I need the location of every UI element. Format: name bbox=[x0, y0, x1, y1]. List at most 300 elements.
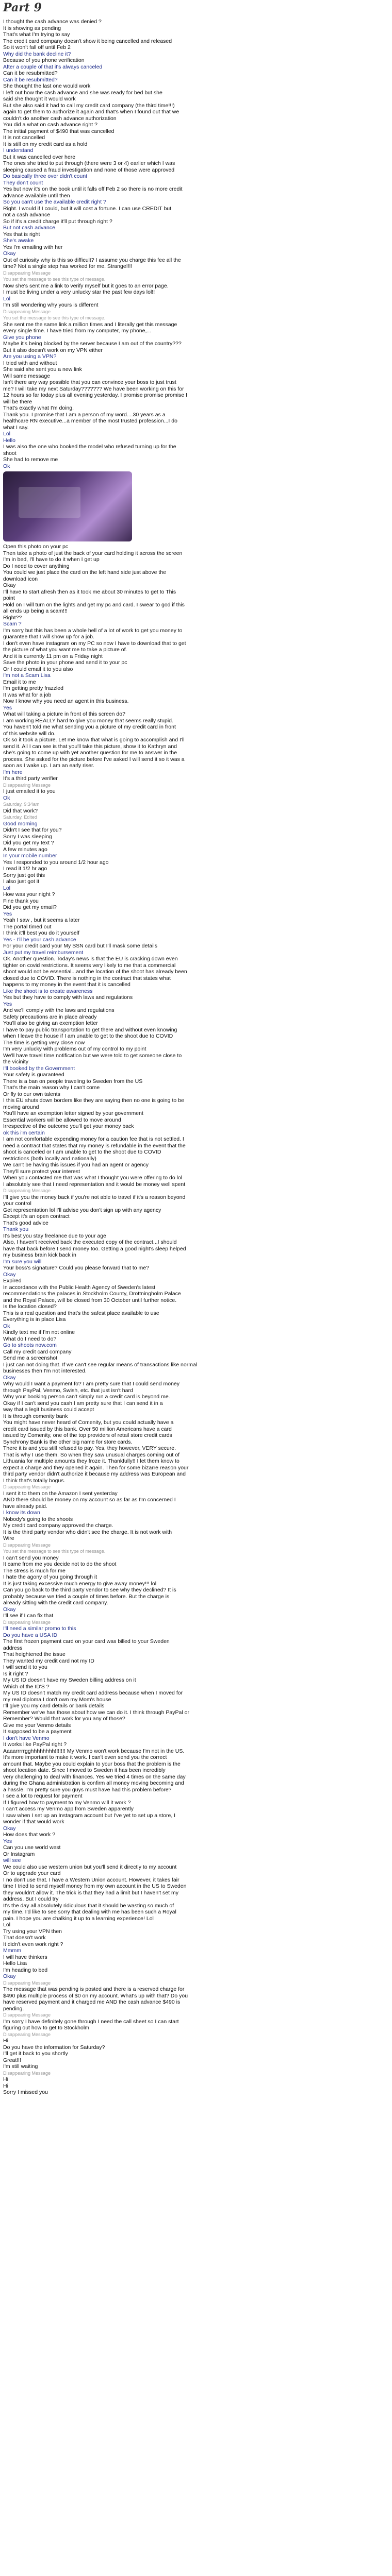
message-incoming: That's exactly what I'm doing. bbox=[3, 405, 74, 411]
message-outgoing: Do basically three over didn't count bbox=[3, 173, 88, 179]
system-note: You set the message to see this type of message. bbox=[3, 315, 106, 320]
message-incoming: How does that work ? bbox=[3, 1832, 55, 1838]
message-outgoing: Ok bbox=[3, 1323, 10, 1329]
message-incoming: Open this photo on your pc bbox=[3, 544, 69, 550]
message-outgoing: will see bbox=[3, 1857, 21, 1863]
message-incoming: It was what for a job bbox=[3, 691, 52, 698]
message-incoming: I think that's totally bogus. bbox=[3, 1477, 66, 1484]
message-incoming: But it also doesn't work on my VPN either bbox=[3, 347, 103, 353]
message-outgoing: Yes bbox=[3, 704, 12, 711]
message-incoming: Get representation lol I'll advise you don't sign up with any agency bbox=[3, 1207, 161, 1213]
message-incoming: Safety precautions are in place already bbox=[3, 1013, 97, 1020]
message-incoming: For your credit card your My SSN card but I'll mask some details bbox=[3, 943, 158, 949]
message-incoming: Then take a photo of just the back of your card holding it across the screen bbox=[3, 550, 183, 556]
message-incoming: tighter on covid restrictions. It seems very likely to me that a commercial bbox=[3, 962, 176, 969]
message-incoming: Your boss's signature? Could you please forward that to me? bbox=[3, 1265, 149, 1271]
message-incoming: Right. I would if I could, but it will cost a fortune. I can use CREDIT but bbox=[3, 205, 172, 212]
message-incoming: I will send it to you bbox=[3, 1664, 47, 1670]
message-incoming: Remember we've has those about how we can do it. I think through PayPal or bbox=[3, 1709, 189, 1716]
message-incoming: Okay if I can't send you cash I am pretty sure that I can send it in a bbox=[3, 1400, 163, 1406]
system-note: Disappearing Message bbox=[3, 1188, 51, 1193]
message-outgoing: Give you phone bbox=[3, 334, 41, 341]
message-incoming: You might have never heard of Comenity, but you could actually have a bbox=[3, 1419, 174, 1426]
message-incoming: The credit card company doesn't show it being cancelled and released bbox=[3, 38, 172, 44]
message-incoming: Send me a screenshot bbox=[3, 1355, 58, 1361]
message-incoming: sleeping caused a fraud investigation and none of those were approved bbox=[3, 166, 175, 173]
message-incoming: Out of curiosity why is this so difficult? I assume you charge this fee all the bbox=[3, 257, 181, 263]
message-incoming: I'll give you the money back if you're not able to travel if it's a reason beyond bbox=[3, 1194, 186, 1200]
message-outgoing: Mmmm bbox=[3, 1947, 21, 1954]
message-incoming: I absolutely see that I need representation and it would be money well spent bbox=[3, 1181, 186, 1188]
message-incoming: I tried with and without bbox=[3, 360, 57, 366]
message-incoming: Email it to me bbox=[3, 679, 36, 685]
message-incoming: I'm sorry but this has been a whole hell of a lot of work to get you money to bbox=[3, 627, 183, 634]
system-note: Disappearing Message bbox=[3, 1980, 51, 1986]
system-note: You set the message to see this type of message. bbox=[3, 277, 106, 282]
message-incoming: not a cash advance bbox=[3, 212, 51, 218]
message-incoming: Sorry just got this bbox=[3, 872, 45, 878]
message-incoming: Did you get my email? bbox=[3, 904, 57, 910]
message-outgoing: Like the shoot is to create awareness bbox=[3, 988, 93, 994]
message-incoming: The stress is much for me bbox=[3, 1567, 66, 1574]
message-incoming: I'll give you my card details or bank details bbox=[3, 1703, 105, 1709]
message-incoming: again to get them to authorize it again and that's when I found out that we bbox=[3, 109, 179, 115]
message-incoming: Ok so it took a picture. Let me know that what is going to accomplish and I'll bbox=[3, 737, 185, 743]
message-incoming: When you contacted me that was what I thought you were offering to do lol bbox=[3, 1175, 183, 1181]
message-incoming: moving around bbox=[3, 1104, 39, 1110]
message-incoming: The portal timed out bbox=[3, 923, 52, 930]
message-incoming: They wanted my credit card not my ID bbox=[3, 1657, 94, 1664]
message-incoming: I must be living under a very unlucky star the past few days lol!! bbox=[3, 289, 155, 295]
message-incoming: Your safety is guaranteed bbox=[3, 1072, 64, 1078]
message-outgoing: I don't have Venmo bbox=[3, 1735, 50, 1741]
message-outgoing: Can it be resubmitted? bbox=[3, 76, 58, 83]
message-outgoing: Okay bbox=[3, 1825, 16, 1832]
message-incoming: said she thought it would work bbox=[3, 96, 76, 102]
message-incoming: What will taking a picture in front of this screen do? bbox=[3, 711, 125, 717]
message-incoming: Is it right ? bbox=[3, 1670, 28, 1677]
message-outgoing: Lol bbox=[3, 295, 11, 302]
message-incoming: Will same message bbox=[3, 372, 51, 379]
message-incoming: me? I will take my next Saturday??????? We have been working on this for bbox=[3, 385, 184, 392]
message-incoming: Can you use world west bbox=[3, 1844, 61, 1851]
message-incoming: And it is currently 11 pm on a Friday night bbox=[3, 653, 103, 659]
system-note: Disappearing Message bbox=[3, 2012, 51, 2018]
message-incoming: Irrespective of the outcome you'll get your money back bbox=[3, 1123, 134, 1129]
message-outgoing: Okay bbox=[3, 250, 16, 257]
message-incoming: That's what I'm trying to say bbox=[3, 31, 70, 38]
message-outgoing: Go to shoots now.com bbox=[3, 1342, 57, 1348]
message-incoming: You'll have an exemption letter signed by your government bbox=[3, 1110, 143, 1116]
message-incoming: Also, I haven't received back the executed copy of the contract...I should bbox=[3, 1239, 177, 1245]
message-incoming: She thought the last one would work bbox=[3, 83, 91, 89]
message-incoming: advance available until then bbox=[3, 192, 70, 199]
message-incoming: It's more important to make it work. I can't even send you the correct bbox=[3, 1754, 167, 1760]
message-incoming: Synchrony Bank is the other big name for store cards. bbox=[3, 1438, 133, 1445]
message-incoming: I'm still waiting bbox=[3, 2063, 38, 2070]
message-incoming: Do you have the information for Saturday? bbox=[3, 2044, 105, 2050]
chat-transcript bbox=[0, 19, 392, 2096]
message-incoming: That is why I use them. So when they saw unusual charges coming out of bbox=[3, 1451, 180, 1458]
message-incoming: Why your booking person can't simply run a credit card is beyond me. bbox=[3, 1394, 170, 1400]
message-incoming: It supposed to be a payment bbox=[3, 1728, 72, 1735]
message-incoming: couldn't do another cash advance authorization bbox=[3, 115, 117, 122]
message-incoming: I can't access my Venmo app from Sweden apparently bbox=[3, 1806, 134, 1812]
message-incoming: amount that. Maybe you could explain to your boss that the problem is the bbox=[3, 1760, 181, 1767]
message-incoming: Now I know why you need an agent in this business. bbox=[3, 698, 129, 704]
message-incoming: But it was cancelled over here bbox=[3, 154, 76, 160]
message-incoming: If I figured how to payment to my Venmo will it work ? bbox=[3, 1799, 131, 1806]
message-outgoing: Lol bbox=[3, 431, 11, 437]
message-incoming: Expired bbox=[3, 1278, 22, 1284]
message-incoming: That's the main reason why I can't come bbox=[3, 1084, 100, 1091]
message-incoming: download icon bbox=[3, 575, 38, 582]
message-incoming: need a contract that states that my money is refundable in the event that the bbox=[3, 1142, 186, 1149]
message-incoming: That's good advice bbox=[3, 1219, 48, 1226]
message-incoming: Thank you. I promise that I am a person of my word....30 years as a bbox=[3, 411, 166, 418]
message-incoming: figuring out how to get to Stockholm bbox=[3, 2025, 89, 2031]
message-incoming: Yes but they have to comply with laws and regulations bbox=[3, 994, 133, 1001]
message-incoming: Can it be resubmitted? bbox=[3, 70, 58, 76]
message-incoming: She said she sent you a new link bbox=[3, 366, 82, 372]
message-incoming: I hate the agony of you going through it bbox=[3, 1574, 97, 1580]
message-outgoing: Okay bbox=[3, 1606, 16, 1613]
message-incoming: I just emailed it to you bbox=[3, 788, 56, 794]
message-incoming: my real diploma I don't own my Mom's house bbox=[3, 1696, 111, 1703]
message-incoming: point bbox=[3, 595, 15, 601]
system-note: Disappearing Message bbox=[3, 309, 51, 314]
message-incoming: I have to pay public transportation to get there and without even knowing bbox=[3, 1026, 177, 1033]
message-outgoing: Okay bbox=[3, 1374, 16, 1381]
message-incoming: shoot is canceled or I am unable to get to the shoot due to COVID bbox=[3, 1149, 161, 1155]
message-incoming: She sent me the same link a million times and I literally get this message bbox=[3, 321, 177, 328]
message-incoming: That heightened the issue bbox=[3, 1651, 66, 1657]
message-incoming: So it won't fall off until Feb 2 bbox=[3, 44, 71, 50]
message-incoming: I thought the cash advance was denied ? bbox=[3, 19, 102, 25]
message-incoming: We could also use western union but you'll send it directly to my account bbox=[3, 1863, 177, 1870]
message-incoming: Remember? Would that work for you any of those? bbox=[3, 1716, 125, 1722]
message-incoming: shoot bbox=[3, 450, 17, 456]
message-incoming: I'm getting pretty frazzled bbox=[3, 685, 63, 691]
message-incoming: Fine thank you bbox=[3, 897, 39, 904]
message-outgoing: Yes bbox=[3, 1838, 12, 1844]
message-incoming: Hi bbox=[3, 2038, 8, 2044]
message-incoming: It came from me you decide not to do the shoot bbox=[3, 1561, 117, 1567]
message-incoming: Hold on I will turn on the lights and get my pc and card. I swear to god if this bbox=[3, 601, 185, 608]
message-outgoing: I'm not a Scam Lisa bbox=[3, 672, 51, 679]
message-incoming: What do I need to do? bbox=[3, 1335, 57, 1342]
system-note: Disappearing Message bbox=[3, 1619, 51, 1625]
message-incoming: It's the day all absolutely ridiculous that it should be wasting so much of bbox=[3, 1902, 174, 1909]
message-incoming: send it. All I can see is that you'll take this picture, show it to Kathryn and bbox=[3, 743, 177, 750]
message-incoming: Hello Lisa bbox=[3, 1960, 27, 1967]
message-incoming: address. But I could try bbox=[3, 1896, 59, 1902]
message-incoming: I was also the one who booked the model who refused turning up for the bbox=[3, 444, 176, 450]
message-incoming: what I say. bbox=[3, 424, 29, 431]
message-incoming: In accordance with the Public Health Agency of Sweden's latest bbox=[3, 1284, 156, 1291]
message-incoming: So if it's a credit charge it'll put through right ? bbox=[3, 218, 112, 225]
message-outgoing: Are you using a VPN? bbox=[3, 353, 57, 360]
message-incoming: It didn't even work right ? bbox=[3, 1941, 63, 1947]
message-outgoing: Okay bbox=[3, 1973, 16, 1979]
message-incoming: Isn't there any way possible that you can convince your boss to just trust bbox=[3, 379, 176, 385]
message-incoming: I don't even have instagram on my PC so now I have to download that to get bbox=[3, 640, 186, 647]
message-incoming: I'm still wondering why yours is different bbox=[3, 302, 99, 308]
message-incoming: businesses then I'm not interested. bbox=[3, 1368, 87, 1374]
system-note: Disappearing Message bbox=[3, 2070, 51, 2076]
message-outgoing: After a couple of that it's always canceled bbox=[3, 63, 103, 70]
message-incoming: through PayPal, Venmo, Swish, etc. that just isn't hard bbox=[3, 1387, 133, 1394]
message-incoming: She had to remove me bbox=[3, 456, 58, 463]
message-incoming: I'm very unlucky with problems out of my control to my point bbox=[3, 1046, 146, 1052]
message-incoming: during the Ghana administration is confirm all money moving becoming and bbox=[3, 1780, 184, 1786]
message-incoming: will be there bbox=[3, 398, 32, 405]
message-incoming: process. She asked for the picture before I've asked I will send it so it was a bbox=[3, 756, 185, 762]
message-incoming: all ends up being a scam!!! bbox=[3, 608, 68, 614]
message-outgoing: In your mobile number bbox=[3, 853, 57, 859]
message-incoming: Try using your VPN then bbox=[3, 1928, 62, 1935]
message-incoming: And we'll comply with the laws and regulations bbox=[3, 1007, 115, 1013]
message-outgoing: Thank you bbox=[3, 1226, 29, 1232]
message-incoming: Essential workers will be allowed to move around bbox=[3, 1116, 121, 1123]
system-note: Disappearing Message bbox=[3, 2031, 51, 2037]
message-incoming: I think it'll best you do it yourself bbox=[3, 930, 79, 936]
message-incoming: Give me your Venmo details bbox=[3, 1722, 71, 1728]
message-incoming: $490 plus multiple process of $0 on my account. What's up with that? Do you bbox=[3, 1992, 188, 1999]
system-note: Saturday, Edited bbox=[3, 815, 37, 820]
message-incoming: It's best you stay freelance due to your age bbox=[3, 1232, 106, 1239]
message-incoming: a hassle. I'm pretty sure you guys must have had this problem before? bbox=[3, 1786, 172, 1793]
message-outgoing: I'm sure you will bbox=[3, 1258, 42, 1265]
message-incoming: I can't send you money bbox=[3, 1554, 59, 1561]
message-incoming: when I leave the house if I am unable to get to the shoot due to COVID bbox=[3, 1033, 173, 1039]
message-outgoing: Good morning bbox=[3, 820, 38, 827]
message-incoming: have already paid. bbox=[3, 1503, 47, 1510]
message-incoming: happens to my money in the event that it is cancelled bbox=[3, 981, 130, 988]
message-outgoing: But not cash advance bbox=[3, 225, 55, 231]
message-outgoing: So you can't use the available credit right ? bbox=[3, 199, 106, 205]
message-incoming: my time. I'd like to see sorry that dealing with me has been such a Royal bbox=[3, 1909, 176, 1915]
message-incoming: the picture of what you want me to take a picture of. bbox=[3, 647, 127, 653]
message-incoming: Did you get my text ? bbox=[3, 840, 54, 846]
message-outgoing: Hello bbox=[3, 437, 15, 444]
message-incoming: of this website will do. bbox=[3, 730, 56, 737]
message-incoming: Right?? bbox=[3, 614, 22, 621]
message-incoming: It is just taking excessive much energy to give away money!!! lol bbox=[3, 1580, 157, 1587]
message-incoming: Did that work? bbox=[3, 807, 38, 814]
message-incoming: The message that was pending is posted and there is a reserved charge for bbox=[3, 1986, 185, 1992]
message-incoming: Okay bbox=[3, 582, 16, 588]
message-incoming: The initial payment of $490 that was cancelled bbox=[3, 128, 115, 134]
message-incoming: probably because we tried a couple of times before. But the charge is bbox=[3, 1593, 170, 1600]
message-incoming: You did a what on cash advance right ? bbox=[3, 122, 97, 128]
message-incoming: Now she's sent me a link to verify myself but it goes to an error page. bbox=[3, 282, 169, 289]
system-note: Saturday, 9:34am bbox=[3, 802, 40, 807]
message-incoming: Yes but now it's on the book until it falls off Feb 2 so there is no more credit bbox=[3, 186, 183, 192]
message-incoming: I also just got it bbox=[3, 878, 40, 885]
message-incoming: Except it's an open contract bbox=[3, 1213, 70, 1219]
message-incoming: Maybe it's being blocked by the server because I am out of the country??? bbox=[3, 341, 182, 347]
message-incoming: There is a ban on people traveling to Sweden from the US bbox=[3, 1078, 143, 1084]
message-incoming: I'll see if I can fix that bbox=[3, 1613, 54, 1619]
message-incoming: pain. I hope you are chalking it up to a learning experience! Lol bbox=[3, 1915, 154, 1922]
shared-photo[interactable] bbox=[3, 471, 132, 541]
message-incoming: credit card issued by this bank. Over 50 million Americans have a card bbox=[3, 1426, 172, 1432]
message-incoming: Everything is in place Lisa bbox=[3, 1316, 66, 1323]
message-incoming: she's going to come up with yet another question for me to answer in the bbox=[3, 750, 177, 756]
message-incoming: You could we just place the card on the left hand side just above the bbox=[3, 569, 166, 575]
message-incoming: That doesn't work bbox=[3, 1935, 46, 1941]
message-incoming: Ok. Another question. Today's news is that the EU is cracking down even bbox=[3, 956, 178, 962]
message-outgoing: They don't count bbox=[3, 179, 43, 186]
message-incoming: I'm heading to bed bbox=[3, 1967, 48, 1973]
message-outgoing: Just put my travel reimbursement bbox=[3, 949, 84, 956]
message-incoming: I am working REALLY hard to give you money that seems really stupid. bbox=[3, 717, 173, 724]
message-incoming: address bbox=[3, 1645, 23, 1651]
message-incoming: There it is and you still refused to pay. Yes, they however, VERY secure. bbox=[3, 1445, 176, 1451]
message-incoming: I left out how the cash advance and she was ready for bed but she bbox=[3, 89, 162, 96]
message-incoming: Sorry I was sleeping bbox=[3, 833, 52, 840]
message-incoming: way that a legit business could accept bbox=[3, 1406, 94, 1413]
message-incoming: every single time. I have tried from my computer, my phone,... bbox=[3, 328, 152, 334]
message-incoming: Hi bbox=[3, 2076, 8, 2082]
message-incoming: It works like PayPal right ? bbox=[3, 1741, 67, 1748]
message-incoming: have that back before I send money too. Getting a good night's sleep helped bbox=[3, 1245, 186, 1252]
message-incoming: soon as I wake up. I am an early riser. bbox=[3, 762, 94, 769]
message-outgoing: I know its down bbox=[3, 1510, 40, 1516]
message-incoming: issued by Comenity, one of the top providers of retail store credit cards bbox=[3, 1432, 172, 1438]
message-incoming: shoot would not be essential...and the location of the shoot has already been bbox=[3, 969, 187, 975]
message-incoming: Didn't I see that for you? bbox=[3, 827, 62, 833]
message-incoming: Or Instagram bbox=[3, 1851, 35, 1857]
message-incoming: Lithuania for multiple amounts they froze it. Thankfully!! I let them know to bbox=[3, 1458, 179, 1464]
message-incoming: AND there should be money on my account so as far as I'm concerned I bbox=[3, 1497, 176, 1503]
message-incoming: shoot location date. Since I moved to Sweden it has been incredibly bbox=[3, 1767, 166, 1773]
message-outgoing: I'm here bbox=[3, 769, 23, 775]
message-incoming: You'll also be giving an exemption letter bbox=[3, 1020, 98, 1026]
message-incoming: I'll get it back to you shortly bbox=[3, 2050, 68, 2057]
message-incoming: I just can not doing that. If we can't see regular means of transactions like normal bbox=[3, 1361, 198, 1368]
message-incoming: the vicinity bbox=[3, 1059, 29, 1065]
message-incoming: It is not cancelled bbox=[3, 134, 45, 141]
message-incoming: How was your night ? bbox=[3, 891, 55, 897]
message-incoming: I will have thinkers bbox=[3, 1954, 47, 1960]
system-note: Disappearing Message bbox=[3, 1484, 51, 1489]
message-incoming: Sorry I missed you bbox=[3, 2089, 48, 2095]
message-outgoing: ok this i'm certain bbox=[3, 1129, 45, 1136]
message-incoming: time I tried to send myself money from my own account in the US to Sweden bbox=[3, 1883, 187, 1889]
message-incoming: Because of you phone verification bbox=[3, 57, 85, 63]
message-incoming: wonder if that would work bbox=[3, 1819, 64, 1825]
message-incoming: Aaaarrrrrgghhhhhhhh!!!!!!! My Venmo won't work because I'm not in the US. bbox=[3, 1748, 185, 1754]
message-outgoing: I understand bbox=[3, 147, 34, 154]
message-incoming: Lol bbox=[3, 1922, 11, 1928]
message-incoming: restrictions (both locally and nationally) bbox=[3, 1155, 96, 1162]
message-incoming: We can't be having this issues if you had an agent or agency bbox=[3, 1162, 149, 1168]
message-incoming: healthcare RN executive...a member of the most trusted profession...I do bbox=[3, 418, 177, 424]
message-outgoing: Yes bbox=[3, 1001, 12, 1007]
message-incoming: I read it 1/2 hr ago bbox=[3, 866, 47, 872]
message-incoming: The ones she tried to put through (there were 3 or 4) earlier which I was bbox=[3, 160, 175, 166]
message-incoming: and the Royal Palace, will be closed from 30 October until further notice. bbox=[3, 1297, 177, 1303]
message-outgoing: Why did the bank decline it? bbox=[3, 50, 71, 57]
message-incoming: Nobody's going to the shoots bbox=[3, 1516, 73, 1522]
message-incoming: I this EU shuts down borders like they are saying then no one is going to be bbox=[3, 1097, 184, 1104]
message-incoming: Or I could email it to you also bbox=[3, 666, 73, 672]
message-incoming: I'm sorry I have definitely gone through I need the call sheet so I can start bbox=[3, 2018, 179, 2025]
system-note: Disappearing Message bbox=[3, 782, 51, 788]
message-incoming: Or fly to our own talents bbox=[3, 1091, 60, 1097]
message-incoming: Why would I want a payment fo? I am pretty sure that I could send money bbox=[3, 1381, 180, 1387]
message-incoming: Yes I'm emailing with her bbox=[3, 244, 63, 250]
message-incoming: It is still on my credit card as a hold bbox=[3, 141, 88, 147]
message-incoming: third party vendor didn't authorize it because my address was European and bbox=[3, 1471, 186, 1477]
message-incoming: they wouldn't allow it. The trick is that they had a limit but I haven't set my bbox=[3, 1889, 178, 1896]
system-note: You set the message to see this type of message. bbox=[3, 1549, 106, 1554]
message-incoming: pending. bbox=[3, 2005, 24, 2012]
message-incoming: I see a lot to request for payment bbox=[3, 1793, 83, 1799]
message-incoming: 12 hours so far today plus all evening yesterday. I promise promise promise I bbox=[3, 392, 187, 398]
message-incoming: It's a third party verifier bbox=[3, 775, 58, 782]
message-incoming: It is showing as pending bbox=[3, 25, 61, 31]
system-note: Disappearing Message bbox=[3, 1542, 51, 1548]
message-incoming: Save the photo in your phone and send it to your pc bbox=[3, 659, 127, 666]
message-incoming: already sitting with the credit card company. bbox=[3, 1600, 108, 1606]
message-incoming: They'll sure protect your interest bbox=[3, 1168, 80, 1175]
message-incoming: Yeah I saw , but it seems a later bbox=[3, 917, 80, 923]
message-incoming: I no don't use that. I have a Western Union account. However, it takes fair bbox=[3, 1876, 179, 1883]
message-incoming: You haven't told me what sending you a picture of my credit card in front bbox=[3, 724, 176, 730]
message-incoming: We'll have travel time notification but we were told to get someone close to bbox=[3, 1052, 182, 1059]
message-outgoing: She's awake bbox=[3, 238, 34, 244]
message-incoming: It is through comenity bank bbox=[3, 1413, 68, 1419]
message-outgoing: I'll booked by the Government bbox=[3, 1065, 75, 1072]
message-outgoing: Yes bbox=[3, 910, 12, 917]
message-incoming: But she also said it had to call my credit card company (the third time!!!) bbox=[3, 102, 175, 109]
message-outgoing: Yes - I'll be your cash advance bbox=[3, 936, 76, 943]
message-incoming: Wire bbox=[3, 1535, 14, 1541]
message-incoming: The first frozen payment card on your card was billed to your Sweden bbox=[3, 1638, 170, 1645]
message-incoming: have reserved payment and it charged me AND the cash advance $490 is bbox=[3, 1999, 181, 2005]
page-title: Part 9 bbox=[3, 1, 42, 14]
message-incoming: my business brain kick back in bbox=[3, 1252, 76, 1258]
message-outgoing: Lol bbox=[3, 885, 11, 891]
message-incoming: Yes I responded to you around 1/2 hour ago bbox=[3, 859, 109, 866]
message-incoming: time? Not a single step has worked for me. Strange!!!! bbox=[3, 263, 133, 269]
message-incoming: guarantee that I will show up for a job. bbox=[3, 634, 94, 640]
message-incoming: It is the third party vendor who didn't see the charge. It is not work with bbox=[3, 1529, 172, 1535]
message-incoming: Can you go back to the third party vendor to see why they declined? It is bbox=[3, 1587, 176, 1593]
message-outgoing: Scam ? bbox=[3, 621, 22, 627]
message-incoming: closed due to COVID. There is nothing in the contract that states what bbox=[3, 975, 171, 981]
message-incoming: Which of the ID'S ? bbox=[3, 1683, 50, 1690]
message-incoming: I'm in bed, I'll have to do it when I get up bbox=[3, 556, 100, 563]
message-incoming: I sent it to them on the Amazon I sent yesterday bbox=[3, 1490, 118, 1497]
message-incoming: My US ID doesn't match my credit card address because when I moved for bbox=[3, 1690, 183, 1696]
message-incoming: recommendations the palaces in Stockholm County, Drottningholm Palace bbox=[3, 1291, 181, 1297]
message-incoming: Is the location closed? bbox=[3, 1303, 57, 1310]
message-outgoing: Do you have a USA ID bbox=[3, 1632, 58, 1638]
message-incoming: expect a charge and they opened it again. Then for some bizarre reason your bbox=[3, 1464, 189, 1471]
message-incoming: I saw when I set up an Instagram account but I've yet to set up a store, I bbox=[3, 1812, 176, 1819]
message-outgoing: Okay bbox=[3, 1271, 16, 1278]
message-incoming: Hi bbox=[3, 2082, 8, 2089]
message-outgoing: Ok bbox=[3, 463, 10, 469]
message-incoming: My credit card company approved the charge. bbox=[3, 1522, 113, 1529]
message-incoming: Do I need to cover anything bbox=[3, 563, 70, 569]
message-incoming: My US ID doesn't have my Sweden billing address on it bbox=[3, 1677, 136, 1683]
message-incoming: This is a real question and that's the safest place available to use bbox=[3, 1310, 159, 1316]
